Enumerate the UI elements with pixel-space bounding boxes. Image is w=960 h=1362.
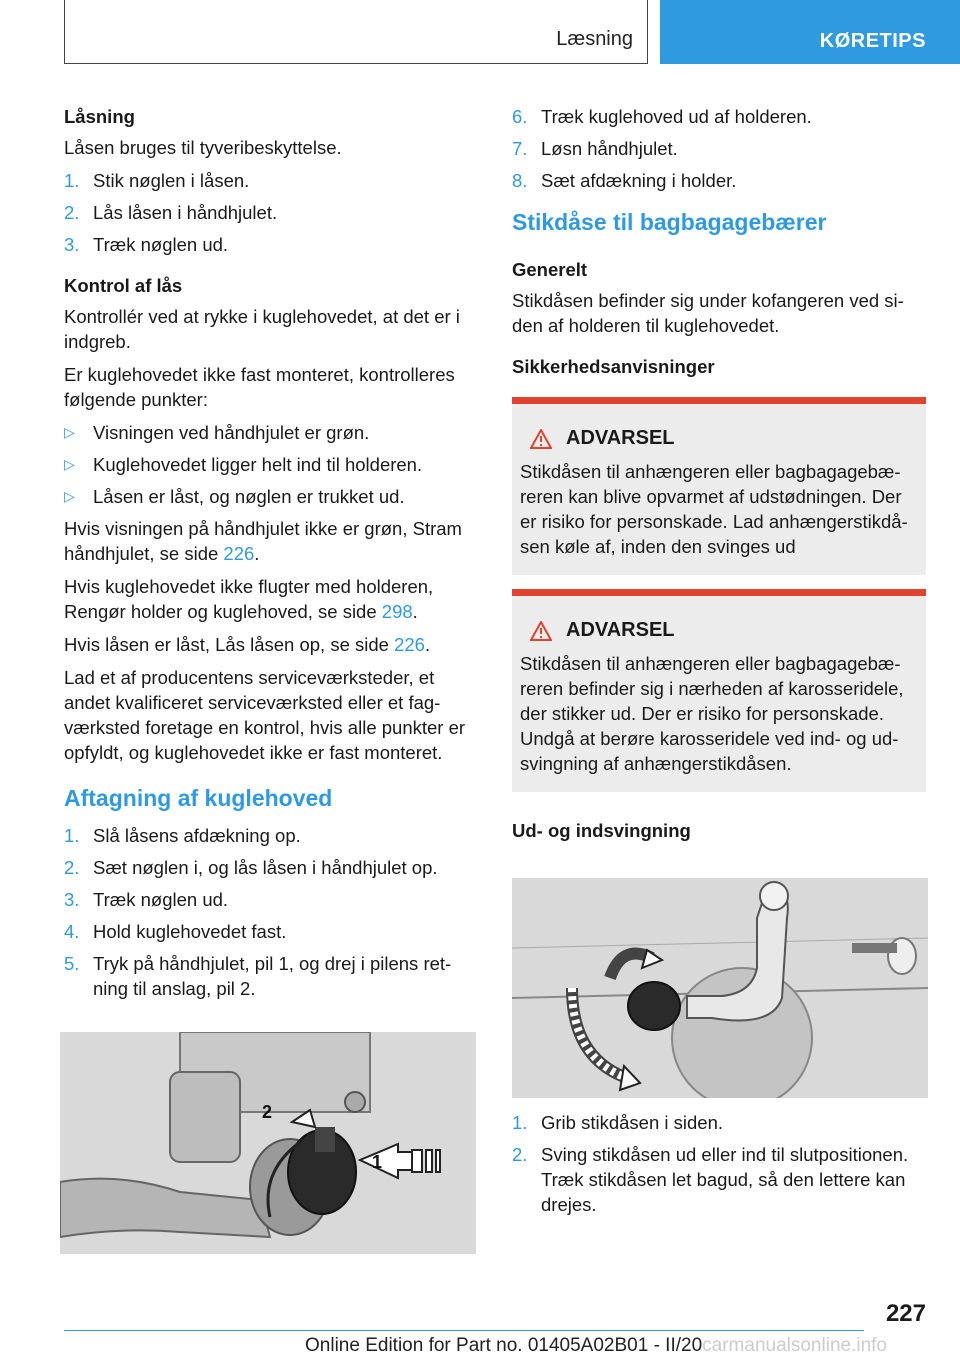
item-text: Kuglehovedet ligger helt ind til holderen. [93, 454, 423, 475]
page-link[interactable]: 226 [394, 634, 425, 655]
page-link[interactable]: 298 [381, 601, 413, 622]
list-item [512, 104, 926, 129]
tow-hitch-lock-illustration [60, 1032, 476, 1254]
warning-box-2 [512, 589, 926, 792]
step-text: Træk kuglehoved ud af holderen. [541, 106, 812, 127]
left-column [64, 104, 478, 1013]
step-number: 2. [64, 202, 80, 223]
triangle-bullet-icon: ▷ [64, 456, 75, 472]
warning-title [520, 618, 918, 643]
item-text: Visningen ved håndhjulet er grøn. [93, 422, 370, 443]
warning-title [520, 426, 918, 451]
swing-steps [512, 1110, 926, 1217]
header-chapter-label: KØRETIPS [819, 30, 926, 52]
step-number: 3. [64, 234, 80, 255]
triangle-bullet-icon: ▷ [64, 488, 75, 504]
warning-text: Stikdåsen til anhængeren eller bagbagagebæreren befinder sig i nærheden af karosseridele, der stikker ud. Der er risiko for personskade. Undgå at berøre karosseridele ved ind- og udsvingning af anhængerstikdåsen. [520, 653, 904, 774]
header-section-tab [64, 0, 648, 64]
page-link[interactable]: 226 [223, 543, 255, 564]
general-text: Stikdåsen befinder sig under kofangeren ved siden af holderen til kuglehovedet. [512, 290, 904, 336]
warning-title-text: ADVARSEL [566, 427, 675, 449]
removal-steps-continued [512, 104, 926, 193]
step-text: Hold kuglehovedet fast. [93, 921, 287, 942]
step-text: Sving stikdåsen ud eller ind til slutpositionen. Træk stikdåsen let bagud, så den lettere kan drejes. [541, 1144, 909, 1215]
list-item [512, 168, 926, 193]
removal-steps [64, 823, 478, 1001]
step-number: 4. [64, 921, 80, 942]
step-number: 5. [64, 953, 80, 974]
step-text: Træk nøglen ud. [93, 234, 229, 255]
check-heading: Kontrol af lås [64, 275, 183, 296]
list-item [64, 855, 478, 880]
step-text: Tryk på håndhjulet, pil 1, og drej i pilens retning til anslag, pil 2. [93, 953, 452, 999]
right-column [512, 104, 926, 849]
step-text: Sæt afdækning i holder. [541, 170, 737, 191]
safety-heading: Sikkerhedsanvisninger [512, 356, 715, 377]
warning-triangle-icon [530, 429, 552, 449]
trailer-socket-figure [512, 878, 928, 1098]
service-paragraph: Lad et af producentens serviceværksteder, et andet kvalificeret serviceværksted eller et fagværksted foretage en kontrol, hvis alle punkter er opfyldt, og kuglehovedet ikke er fast monteret. [64, 667, 466, 763]
tow-hitch-lock-figure [60, 1032, 476, 1254]
triangle-bullet-icon: ▷ [64, 424, 75, 440]
check-paragraph-1: Kontrollér ved at rykke i kuglehovedet, at det er i indgreb. [64, 306, 460, 352]
header-section-label: Læsning [556, 28, 633, 50]
step-number: 2. [512, 1144, 528, 1165]
step-number: 2. [64, 857, 80, 878]
arrow-2-label: 2 [262, 1102, 273, 1122]
list-item [64, 919, 478, 944]
warning-triangle-icon [530, 621, 552, 641]
locking-intro: Låsen bruges til tyveribeskyttelse. [64, 137, 342, 158]
footer-edition [305, 1335, 887, 1357]
warning-box-1 [512, 397, 926, 575]
watermark-text: carmanualsonline.info [702, 1335, 887, 1356]
list-item [64, 200, 478, 225]
list-item [64, 887, 478, 912]
locking-heading: Låsning [64, 106, 135, 127]
trailer-socket-illustration [512, 878, 928, 1098]
step-text: Slå låsens afdækning op. [93, 825, 301, 846]
condition-text: Hvis visningen på håndhjulet ikke er grøn, Stram håndhjulet, se side [64, 518, 462, 564]
list-item [64, 823, 478, 848]
step-text: Grib stikdåsen i siden. [541, 1112, 724, 1133]
step-number: 1. [512, 1112, 528, 1133]
step-text: Løsn håndhjulet. [541, 138, 678, 159]
condition-1: Hvis visningen på håndhjulet ikke er grøn, Stram håndhjulet, se side 226. [64, 518, 462, 564]
warning-title-text: ADVARSEL [566, 619, 675, 641]
condition-text: Hvis låsen er låst, Lås låsen op, se side [64, 634, 395, 655]
list-item [64, 168, 478, 193]
list-item [512, 1110, 926, 1135]
step-number: 1. [64, 170, 80, 191]
step-text: Træk nøglen ud. [93, 889, 229, 910]
step-text: Sæt nøglen i, og lås låsen i håndhjulet op. [93, 857, 438, 878]
removal-heading: Aftagning af kuglehoved [64, 785, 333, 811]
warning-text: Stikdåsen til anhængeren eller bagbagagebæreren kan blive opvarmet af udstødningen. Der er risiko for personskade. Lad anhængerstikdåsen køle af, inden den svinges ud [520, 461, 908, 557]
header-chapter-tab [660, 0, 960, 64]
check-items [64, 420, 478, 509]
step-number: 1. [64, 825, 80, 846]
condition-3: Hvis låsen er låst, Lås låsen op, se side 226. [64, 634, 431, 655]
socket-heading: Stikdåse til bagbagagebærer [512, 209, 827, 235]
step-text: Lås låsen i håndhjulet. [93, 202, 278, 223]
general-heading: Generelt [512, 259, 588, 280]
list-item [64, 232, 478, 257]
list-item [64, 484, 478, 509]
edition-text: Online Edition for Part no. 01405A02B01 - II/20 [305, 1335, 703, 1356]
swing-steps-block [512, 1110, 926, 1229]
swing-heading: Ud- og indsvingning [512, 820, 691, 841]
step-number: 6. [512, 106, 528, 127]
list-item [64, 420, 478, 445]
step-number: 7. [512, 138, 528, 159]
list-item [64, 951, 478, 1001]
list-item [64, 452, 478, 477]
step-number: 3. [64, 889, 80, 910]
check-paragraph-2: Er kuglehovedet ikke fast monteret, kontrolleres følgende punkter: [64, 364, 455, 410]
locking-steps [64, 168, 478, 257]
list-item [512, 1142, 926, 1217]
step-text: Stik nøglen i låsen. [93, 170, 250, 191]
footer-divider [64, 1330, 864, 1331]
step-number: 8. [512, 170, 528, 191]
page-number: 227 [885, 1300, 926, 1327]
arrow-1-label: 1 [372, 1152, 383, 1172]
condition-text: Hvis kuglehovedet ikke flugter med holderen, Rengør holder og kuglehoved, se side [64, 576, 434, 622]
condition-2: Hvis kuglehovedet ikke flugter med holderen, Rengør holder og kuglehoved, se side 298. [64, 576, 434, 622]
item-text: Låsen er låst, og nøglen er trukket ud. [93, 486, 405, 507]
list-item [512, 136, 926, 161]
